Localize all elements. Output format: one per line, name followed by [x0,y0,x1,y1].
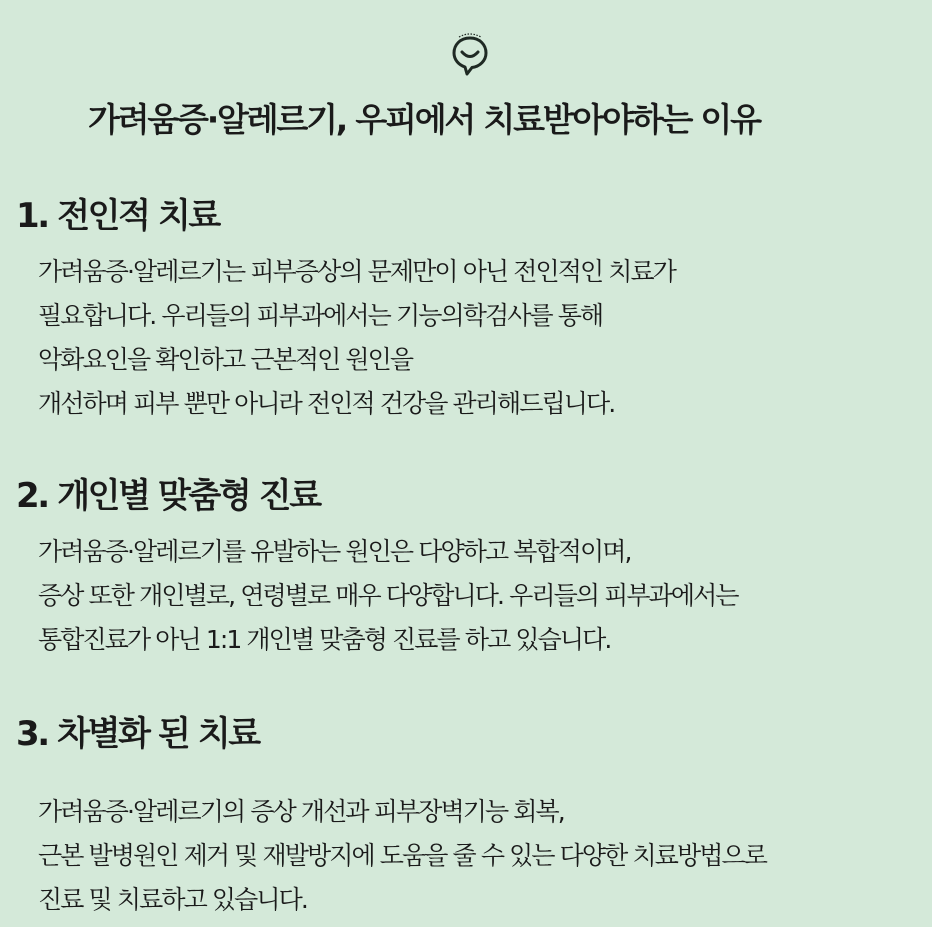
body-line: 근본 발병원인 제거 및 재발방지에 도움을 줄 수 있는 다양한 치료방법으로 [38,841,766,870]
body-line: 가려움증·알레르기는 피부증상의 문제만이 아닌 전인적인 치료가 [38,257,676,286]
section-holistic-treatment [0,192,932,426]
section-differentiated-treatment [0,710,932,922]
section-body [0,250,932,426]
body-line: 가려움증·알레르기의 증상 개선과 피부장벽기능 회복, [38,797,564,826]
section-personalized-care [0,472,932,662]
body-line: 증상 또한 개인별로, 연령별로 매우 다양합니다. 우리들의 피부과에서는 [38,581,738,610]
section-heading: 1. 전인적 치료 [16,196,219,236]
body-line: 악화요인을 확인하고 근본적인 원인을 [38,345,413,374]
body-line: 진료 및 치료하고 있습니다. [38,885,307,914]
body-line: 필요합니다. 우리들의 피부과에서는 기능의학검사를 통해 [38,301,603,330]
section-heading: 3. 차별화 된 치료 [16,714,259,754]
section-body [0,530,932,662]
body-line: 개선하며 피부 뿐만 아니라 전인적 건강을 관리해드립니다. [38,389,615,418]
body-line: 통합진료가 아닌 1:1 개인별 맞춤형 진료를 하고 있습니다. [38,625,611,654]
body-line: 가려움증·알레르기를 유발하는 원인은 다양하고 복합적이며, [38,537,631,566]
speech-bubble-smile-icon [450,30,490,76]
page-title: 가려움증·알레르기, 우피에서 치료받아야하는 이유 [88,100,760,139]
logo [450,30,490,76]
section-body [0,790,932,922]
section-heading: 2. 개인별 맞춤형 진료 [16,476,320,516]
